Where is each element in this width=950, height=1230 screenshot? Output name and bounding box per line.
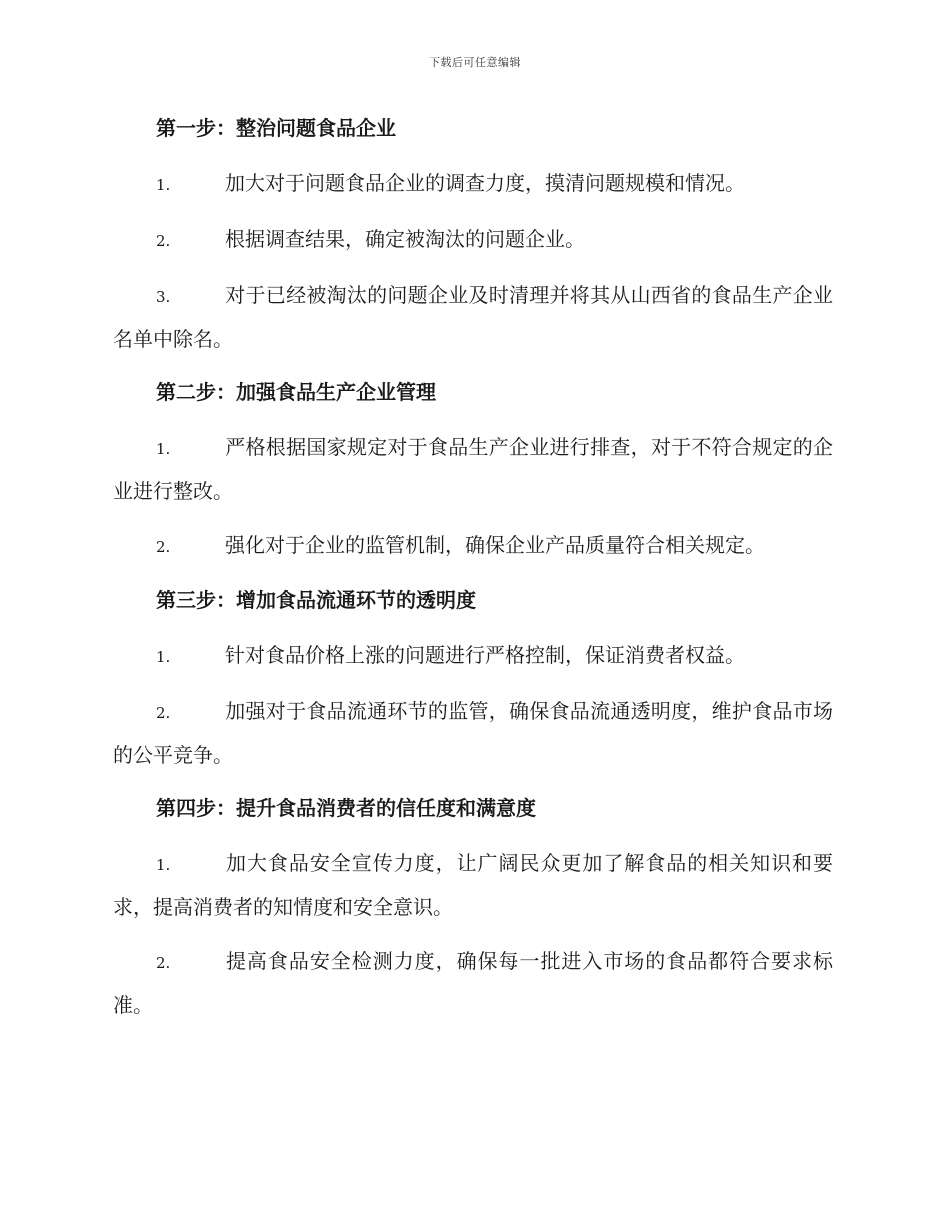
section-heading: 第四步：提升食品消费者的信任度和满意度 xyxy=(156,796,536,820)
item-text: 加强对于食品流通环节的监管，确保食品流通透明度，维护食品市场的公平竞争。 xyxy=(113,699,833,767)
item-number: 1. xyxy=(156,856,171,874)
document-body xyxy=(113,108,833,1038)
item-text: 强化对于企业的监管机制，确保企业产品质量符合相关规定。 xyxy=(225,533,765,557)
section-step-3 xyxy=(113,580,833,776)
list-item xyxy=(113,274,833,360)
list-item xyxy=(113,426,833,512)
section-heading: 第一步：整治问题食品企业 xyxy=(156,116,396,140)
section-step-2 xyxy=(113,372,833,568)
section-heading: 第二步：加强食品生产企业管理 xyxy=(156,380,436,404)
item-number: 3. xyxy=(156,288,171,306)
list-item xyxy=(113,162,833,206)
item-number: 1. xyxy=(156,176,171,194)
item-number: 2. xyxy=(156,954,171,972)
list-item xyxy=(113,690,833,776)
item-number: 2. xyxy=(156,232,171,250)
item-text: 根据调查结果，确定被淘汰的问题企业。 xyxy=(225,227,585,251)
item-number: 2. xyxy=(156,704,171,722)
list-item xyxy=(113,634,833,678)
list-item xyxy=(113,940,833,1026)
list-item xyxy=(113,842,833,928)
item-text: 加大食品安全宣传力度，让广阔民众更加了解食品的相关知识和要求，提高消费者的知情度和安全意识。 xyxy=(113,851,833,919)
item-text: 提高食品安全检测力度，确保每一批进入市场的食品都符合要求标准。 xyxy=(113,949,833,1017)
section-step-1 xyxy=(113,108,833,360)
item-text: 针对食品价格上涨的问题进行严格控制，保证消费者权益。 xyxy=(225,643,745,667)
section-heading: 第三步：增加食品流通环节的透明度 xyxy=(156,588,476,612)
item-text: 严格根据国家规定对于食品生产企业进行排查，对于不符合规定的企业进行整改。 xyxy=(113,435,833,503)
item-number: 2. xyxy=(156,538,171,556)
page-header: 下载后可任意编辑 xyxy=(429,56,521,69)
list-item xyxy=(113,524,833,568)
item-number: 1. xyxy=(156,440,171,458)
item-text: 对于已经被淘汰的问题企业及时清理并将其从山西省的食品生产企业名单中除名。 xyxy=(113,283,833,351)
item-text: 加大对于问题食品企业的调查力度，摸清问题规模和情况。 xyxy=(225,171,745,195)
section-step-4 xyxy=(113,788,833,1026)
item-number: 1. xyxy=(156,648,171,666)
list-item xyxy=(113,218,833,262)
